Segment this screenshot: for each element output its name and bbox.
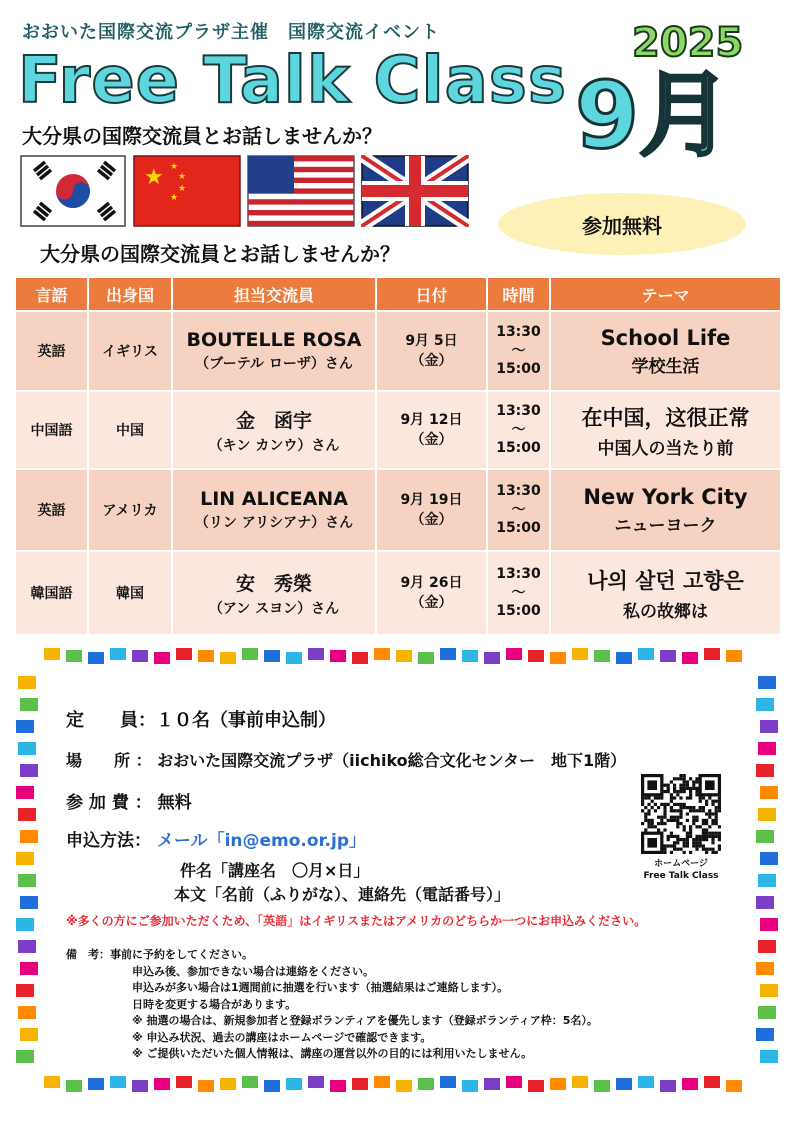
page-title: Free Talk Class xyxy=(18,44,567,118)
time-separator: ～ xyxy=(511,342,526,359)
border-confetti xyxy=(682,652,698,664)
svg-text:★: ★ xyxy=(144,165,164,190)
tagline: 大分県の国際交流員とお話しませんか？ xyxy=(22,124,382,148)
time-end: 15:00 xyxy=(496,520,541,537)
theme-cell xyxy=(550,469,781,551)
border-confetti xyxy=(760,984,778,997)
staff-cell xyxy=(172,469,376,551)
uk-flag xyxy=(362,156,468,226)
theme-cell xyxy=(550,551,781,635)
apply-email-link[interactable]: メール「in@emo.or.jp」 xyxy=(156,831,366,851)
border-confetti xyxy=(418,1078,434,1090)
staff-kana: （キン カンウ）さん xyxy=(208,437,340,454)
svg-text:★: ★ xyxy=(178,172,187,182)
capacity-line: 定 員：１０名（事前申込制） xyxy=(66,710,336,731)
time-cell xyxy=(487,311,550,391)
remarks-line: ※ 申込み状況、過去の講座はホームページで確認できます。 xyxy=(132,1030,432,1044)
border-confetti xyxy=(154,652,170,664)
staff-kana: （リン アリシアナ）さん xyxy=(194,515,354,531)
border-confetti xyxy=(758,1006,776,1019)
time-start: 13:30 xyxy=(496,402,541,419)
border-confetti xyxy=(44,648,60,660)
body-line: 本文「名前（ふりがな）、連絡先（電話番号）」 xyxy=(174,885,511,904)
remarks-line: 備 考：事前に予約をしてください。 xyxy=(66,948,253,961)
table-row xyxy=(15,311,781,391)
origin-cell: 韓国 xyxy=(88,551,172,635)
theme-subtitle: 私の故郷は xyxy=(623,601,708,622)
border-confetti xyxy=(594,1080,610,1092)
theme-cell xyxy=(550,391,781,469)
border-confetti xyxy=(638,1076,654,1088)
apply-method xyxy=(66,826,366,851)
border-confetti xyxy=(16,852,34,865)
venue-line: 場 所 ： おおいた国際交流プラザ（iichiko総合文化センター 地下1階） xyxy=(66,751,627,770)
border-confetti xyxy=(16,1050,34,1063)
border-confetti xyxy=(154,1078,170,1090)
border-confetti xyxy=(760,720,778,733)
remarks-line: ※ 抽選の場合は、新規参加者と登録ボランティアを優先します（登録ボランティア枠：5名）。 xyxy=(132,1014,598,1027)
time-cell xyxy=(487,469,550,551)
border-confetti xyxy=(760,1050,778,1063)
date-text: 9月 12日 xyxy=(400,411,463,428)
free-badge: 参加無料 xyxy=(498,193,746,255)
header-staff: 担当交流員 xyxy=(172,277,376,311)
time-start: 13:30 xyxy=(496,323,541,340)
border-confetti xyxy=(66,650,82,662)
border-confetti xyxy=(20,830,38,843)
time-cell xyxy=(487,391,550,469)
border-confetti xyxy=(462,650,478,662)
time-end: 15:00 xyxy=(496,440,541,457)
border-confetti xyxy=(16,918,34,931)
warning-note: ※多くの方にご参加いただくため、「英語」はイギリスまたはアメリカのどちらか一つにお申込みください。 xyxy=(66,914,647,928)
border-confetti xyxy=(756,1028,774,1041)
theme-title: 나의 살던 고향은 xyxy=(587,568,744,593)
border-confetti xyxy=(352,652,368,664)
border-confetti xyxy=(396,650,412,662)
subject-line: 件名「講座名 〇月×日」 xyxy=(180,861,370,880)
weekday-text: （金） xyxy=(410,432,453,448)
remarks-line: 申込みが多い場合は1週間前に抽選を行います（抽選結果はご連絡します）。 xyxy=(132,981,509,994)
staff-cell xyxy=(172,311,376,391)
theme-subtitle: 学校生活 xyxy=(631,356,700,377)
staff-kana: （アン スヨン）さん xyxy=(208,600,340,617)
border-confetti xyxy=(18,676,36,689)
china-flag xyxy=(134,156,240,226)
border-confetti xyxy=(704,648,720,660)
table-row xyxy=(15,551,781,635)
date-text: 9月 19日 xyxy=(400,491,463,508)
month-label: 9月 xyxy=(575,62,732,169)
theme-title: School Life xyxy=(600,325,731,350)
border-confetti xyxy=(440,648,456,660)
border-confetti xyxy=(352,1078,368,1090)
time-start: 13:30 xyxy=(496,482,541,499)
language-cell: 中国語 xyxy=(15,391,88,469)
border-confetti xyxy=(528,650,544,662)
theme-subtitle: ニューヨーク xyxy=(614,515,717,536)
border-confetti xyxy=(18,808,36,821)
staff-name: 安 秀榮 xyxy=(235,572,312,595)
time-end: 15:00 xyxy=(496,361,541,378)
border-confetti xyxy=(20,698,38,711)
weekday-text: （金） xyxy=(410,353,453,369)
border-confetti xyxy=(20,962,38,975)
border-confetti xyxy=(110,1076,126,1088)
time-start: 13:30 xyxy=(496,565,541,582)
qr-caption-homepage: ホームページ xyxy=(654,859,708,869)
qr-caption-title: Free Talk Class xyxy=(643,871,719,881)
table-row xyxy=(15,469,781,551)
staff-cell xyxy=(172,551,376,635)
border-confetti xyxy=(18,874,36,887)
border-confetti xyxy=(726,650,742,662)
border-confetti xyxy=(758,808,776,821)
border-confetti xyxy=(528,1080,544,1092)
year-label: 2025 xyxy=(632,20,744,66)
border-confetti xyxy=(550,652,566,664)
theme-subtitle: 中国人の当たり前 xyxy=(597,438,734,459)
border-confetti xyxy=(756,764,774,777)
border-confetti xyxy=(132,650,148,662)
border-confetti xyxy=(20,896,38,909)
tagline-repeat: 大分県の国際交流員とお話しませんか？ xyxy=(40,242,400,266)
border-confetti xyxy=(176,1076,192,1088)
border-confetti xyxy=(286,652,302,664)
header-language: 言語 xyxy=(15,277,88,311)
date-text: 9月 5日 xyxy=(405,332,458,349)
flags-row xyxy=(20,155,470,227)
border-confetti xyxy=(18,742,36,755)
border-confetti xyxy=(418,652,434,664)
staff-name: LIN ALICEANA xyxy=(200,488,348,510)
table-header-row xyxy=(15,277,781,311)
border-confetti xyxy=(374,1076,390,1088)
border-confetti xyxy=(660,1080,676,1092)
theme-title: 在中国，这很正常 xyxy=(581,405,750,430)
border-confetti xyxy=(758,940,776,953)
border-confetti xyxy=(198,1080,214,1092)
svg-text:★: ★ xyxy=(170,162,179,172)
border-confetti xyxy=(760,852,778,865)
remarks-block xyxy=(66,947,598,1063)
border-confetti xyxy=(572,648,588,660)
border-confetti xyxy=(286,1078,302,1090)
korea-flag xyxy=(21,156,125,226)
date-cell xyxy=(376,551,487,635)
border-confetti xyxy=(110,648,126,660)
border-confetti xyxy=(242,648,258,660)
remarks-line: 日時を変更する場合があります。 xyxy=(132,997,297,1011)
border-confetti xyxy=(484,652,500,664)
border-confetti xyxy=(330,1080,346,1092)
origin-cell: イギリス xyxy=(88,311,172,391)
border-confetti xyxy=(374,648,390,660)
border-confetti xyxy=(330,650,346,662)
border-confetti xyxy=(16,984,34,997)
staff-name: BOUTELLE ROSA xyxy=(186,329,362,351)
border-confetti xyxy=(682,1078,698,1090)
theme-title: New York City xyxy=(583,484,748,509)
time-end: 15:00 xyxy=(496,603,541,620)
border-confetti xyxy=(88,652,104,664)
border-confetti xyxy=(726,1080,742,1092)
border-confetti xyxy=(760,918,778,931)
border-confetti xyxy=(594,650,610,662)
theme-cell xyxy=(550,311,781,391)
border-confetti xyxy=(484,1078,500,1090)
border-confetti xyxy=(506,1076,522,1088)
date-cell xyxy=(376,391,487,469)
fee-line: 参 加 費 ： 無料 xyxy=(66,793,192,813)
border-confetti xyxy=(758,742,776,755)
border-confetti xyxy=(396,1080,412,1092)
organizer-line: おおいた国際交流プラザ主催 国際交流イベント xyxy=(22,22,440,43)
border-confetti xyxy=(638,648,654,660)
header-date: 日付 xyxy=(376,277,487,311)
border-confetti xyxy=(66,1080,82,1092)
language-cell: 英語 xyxy=(15,311,88,391)
border-confetti xyxy=(616,652,632,664)
origin-cell: アメリカ xyxy=(88,469,172,551)
border-confetti xyxy=(220,1078,236,1090)
border-confetti xyxy=(176,648,192,660)
border-confetti xyxy=(20,1028,38,1041)
border-confetti xyxy=(16,720,34,733)
apply-label: 申込方法： xyxy=(66,831,151,851)
border-confetti xyxy=(756,962,774,975)
border-confetti xyxy=(756,896,774,909)
staff-cell xyxy=(172,391,376,469)
language-cell: 韓国語 xyxy=(15,551,88,635)
qr-code[interactable] xyxy=(641,774,721,854)
border-confetti xyxy=(308,1076,324,1088)
header-origin: 出身国 xyxy=(88,277,172,311)
schedule-table xyxy=(14,276,782,636)
border-confetti xyxy=(758,874,776,887)
svg-text:★: ★ xyxy=(178,184,187,194)
header-theme: テーマ xyxy=(550,277,781,311)
border-confetti xyxy=(18,1006,36,1019)
border-confetti xyxy=(220,652,236,664)
border-confetti xyxy=(758,676,776,689)
header-time: 時間 xyxy=(487,277,550,311)
weekday-text: （金） xyxy=(410,595,453,611)
border-confetti xyxy=(308,648,324,660)
staff-kana: （ブーテル ローザ）さん xyxy=(195,356,353,372)
border-confetti xyxy=(506,648,522,660)
border-confetti xyxy=(756,830,774,843)
border-confetti xyxy=(264,1080,280,1092)
border-confetti xyxy=(264,650,280,662)
border-confetti xyxy=(550,1078,566,1090)
border-confetti xyxy=(462,1080,478,1092)
qr-caption xyxy=(628,858,734,882)
border-confetti xyxy=(242,1076,258,1088)
date-cell xyxy=(376,311,487,391)
border-confetti xyxy=(16,786,34,799)
border-confetti xyxy=(760,786,778,799)
border-confetti xyxy=(440,1076,456,1088)
language-cell: 英語 xyxy=(15,469,88,551)
border-confetti xyxy=(572,1076,588,1088)
usa-flag xyxy=(248,156,354,226)
time-separator: ～ xyxy=(511,584,526,601)
date-cell xyxy=(376,469,487,551)
border-confetti xyxy=(660,650,676,662)
time-cell xyxy=(487,551,550,635)
border-confetti xyxy=(756,698,774,711)
border-confetti xyxy=(616,1078,632,1090)
staff-name: 金 函宇 xyxy=(235,409,312,432)
border-confetti xyxy=(198,650,214,662)
border-confetti xyxy=(132,1080,148,1092)
border-confetti xyxy=(704,1076,720,1088)
weekday-text: （金） xyxy=(410,512,453,528)
border-confetti xyxy=(18,940,36,953)
remarks-line: 申込み後、参加できない場合は連絡をください。 xyxy=(132,964,374,978)
time-separator: ～ xyxy=(511,421,526,438)
border-confetti xyxy=(44,1076,60,1088)
svg-text:★: ★ xyxy=(170,193,179,203)
table-row xyxy=(15,391,781,469)
border-confetti xyxy=(20,764,38,777)
remarks-line: ※ ご提供いただいた個人情報は、講座の運営以外の目的には利用いたしません。 xyxy=(132,1047,533,1060)
date-text: 9月 26日 xyxy=(400,574,463,591)
border-confetti xyxy=(88,1078,104,1090)
time-separator: ～ xyxy=(511,501,526,518)
origin-cell: 中国 xyxy=(88,391,172,469)
